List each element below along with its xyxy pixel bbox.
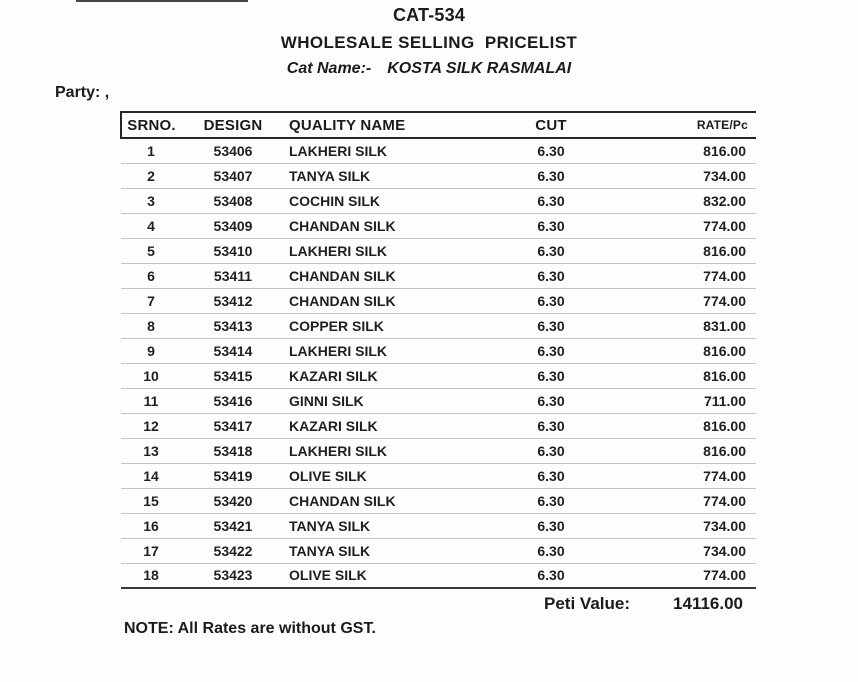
quality-name-cell: CHANDAN SILK: [289, 217, 396, 234]
quality-name-cell: CHANDAN SILK: [289, 492, 396, 509]
design-cell: 53408: [213, 192, 253, 209]
cut-cell: 6.30: [537, 142, 565, 159]
cut-cell: 6.30: [537, 492, 565, 509]
table-row: [121, 263, 756, 288]
quality-name-cell: OLIVE SILK: [289, 467, 367, 484]
srno-cell: 1: [147, 142, 155, 159]
table-row: [121, 488, 756, 513]
table-row: [121, 413, 756, 438]
cut-cell: 6.30: [537, 167, 565, 184]
cut-cell: 6.30: [537, 342, 565, 359]
cut-cell: 6.30: [537, 517, 565, 534]
quality-name-cell: CHANDAN SILK: [289, 292, 396, 309]
gst-note: NOTE: All Rates are without GST.: [124, 620, 376, 637]
cut-cell: 6.30: [537, 567, 565, 584]
quality-name-cell: OLIVE SILK: [289, 567, 367, 584]
cut-cell: 6.30: [537, 417, 565, 434]
scan-artifact-line: [76, 0, 248, 2]
design-cell: 53420: [213, 492, 253, 509]
srno-cell: 5: [147, 242, 155, 259]
design-cell: 53423: [213, 567, 253, 584]
table-row: [121, 138, 756, 163]
rate-cell: 816.00: [703, 242, 746, 259]
column-header-design: DESIGN: [203, 116, 263, 134]
srno-cell: 14: [143, 467, 159, 484]
srno-cell: 12: [143, 417, 159, 434]
srno-cell: 9: [147, 342, 155, 359]
cut-cell: 6.30: [537, 392, 565, 409]
party-label: Party: ,: [55, 84, 110, 101]
srno-cell: 18: [143, 567, 159, 584]
quality-name-cell: COPPER SILK: [289, 317, 384, 334]
design-cell: 53414: [213, 342, 253, 359]
table-row: [121, 188, 756, 213]
table-row: [121, 388, 756, 413]
cut-cell: 6.30: [537, 292, 565, 309]
cut-cell: 6.30: [537, 267, 565, 284]
column-header-srno: SRNO.: [121, 112, 181, 138]
srno-cell: 4: [147, 217, 155, 234]
peti-value-amount: 14116.00: [673, 594, 743, 613]
quality-name-cell: LAKHERI SILK: [289, 142, 387, 159]
cut-cell: 6.30: [537, 542, 565, 559]
quality-name-cell: TANYA SILK: [289, 167, 371, 184]
quality-name-cell: TANYA SILK: [289, 517, 371, 534]
rate-cell: 816.00: [703, 342, 746, 359]
table-row: [121, 463, 756, 488]
rate-cell: 816.00: [703, 367, 746, 384]
table-row: [121, 238, 756, 263]
table-row: [121, 438, 756, 463]
rate-cell: 816.00: [703, 442, 746, 459]
design-cell: 53415: [213, 367, 253, 384]
cut-cell: 6.30: [537, 192, 565, 209]
table-row: [121, 513, 756, 538]
quality-name-cell: GINNI SILK: [289, 392, 364, 409]
srno-cell: 6: [147, 267, 155, 284]
quality-name-cell: KAZARI SILK: [289, 367, 378, 384]
table-row: [121, 163, 756, 188]
srno-cell: 13: [143, 442, 159, 459]
srno-cell: 17: [143, 542, 159, 559]
quality-name-cell: LAKHERI SILK: [289, 342, 387, 359]
quality-name-cell: LAKHERI SILK: [289, 442, 387, 459]
rate-cell: 774.00: [703, 292, 746, 309]
srno-cell: 2: [147, 167, 155, 184]
design-cell: 53422: [213, 542, 253, 559]
table-row: [121, 313, 756, 338]
design-cell: 53407: [213, 167, 253, 184]
column-header-quality-name: QUALITY NAME: [289, 116, 406, 134]
table-row: [121, 288, 756, 313]
cut-cell: 6.30: [537, 367, 565, 384]
srno-cell: 8: [147, 317, 155, 334]
design-cell: 53410: [213, 242, 253, 259]
design-cell: 53413: [213, 317, 253, 334]
column-header-cut: CUT: [535, 116, 567, 134]
table-body: [121, 138, 756, 588]
rate-cell: 774.00: [703, 267, 746, 284]
cut-cell: 6.30: [537, 217, 565, 234]
quality-name-cell: TANYA SILK: [289, 542, 371, 559]
design-cell: 53416: [213, 392, 253, 409]
catalog-name-line: [0, 60, 858, 78]
table-row: [121, 538, 756, 563]
srno-cell: 3: [147, 192, 155, 209]
pricelist-table: [120, 111, 756, 589]
quality-name-cell: CHANDAN SILK: [289, 267, 396, 284]
document-title: WHOLESALE SELLING PRICELIST: [280, 33, 578, 52]
design-cell: 53419: [213, 467, 253, 484]
table-row: [121, 338, 756, 363]
quality-name-cell: KAZARI SILK: [289, 417, 378, 434]
srno-cell: 10: [143, 367, 159, 384]
table-row: [121, 213, 756, 238]
table-header-row: [121, 112, 756, 138]
quality-name-cell: LAKHERI SILK: [289, 242, 387, 259]
catalog-number: CAT-534: [392, 5, 466, 25]
rate-cell: 774.00: [703, 567, 746, 584]
srno-cell: 11: [143, 392, 159, 409]
srno-cell: 15: [143, 492, 159, 509]
table-row: [121, 363, 756, 388]
rate-cell: 832.00: [703, 192, 746, 209]
cut-cell: 6.30: [537, 242, 565, 259]
table-row: [121, 563, 756, 588]
rate-cell: 734.00: [703, 517, 746, 534]
rate-cell: 734.00: [703, 167, 746, 184]
design-cell: 53406: [213, 142, 253, 159]
design-cell: 53409: [213, 217, 253, 234]
design-cell: 53411: [213, 267, 253, 284]
cut-cell: 6.30: [537, 467, 565, 484]
rate-cell: 734.00: [703, 542, 746, 559]
cut-cell: 6.30: [537, 442, 565, 459]
rate-cell: 831.00: [703, 317, 746, 334]
cat-name-value: KOSTA SILK RASMALAI: [387, 60, 572, 77]
rate-cell: 774.00: [703, 492, 746, 509]
design-cell: 53417: [213, 417, 253, 434]
peti-value-label: Peti Value:: [544, 594, 630, 613]
cat-name-label: Cat Name:-: [286, 60, 372, 77]
rate-cell: 774.00: [703, 217, 746, 234]
design-cell: 53412: [213, 292, 253, 309]
rate-cell: 816.00: [703, 417, 746, 434]
design-cell: 53421: [213, 517, 253, 534]
rate-cell: 774.00: [703, 467, 746, 484]
rate-cell: 711.00: [703, 392, 746, 409]
quality-name-cell: COCHIN SILK: [289, 192, 380, 209]
srno-cell: 7: [147, 292, 155, 309]
rate-cell: 816.00: [703, 142, 746, 159]
design-cell: 53418: [213, 442, 253, 459]
cut-cell: 6.30: [537, 317, 565, 334]
column-header-rate: RATE/Pc: [696, 118, 748, 132]
srno-cell: 16: [143, 517, 159, 534]
